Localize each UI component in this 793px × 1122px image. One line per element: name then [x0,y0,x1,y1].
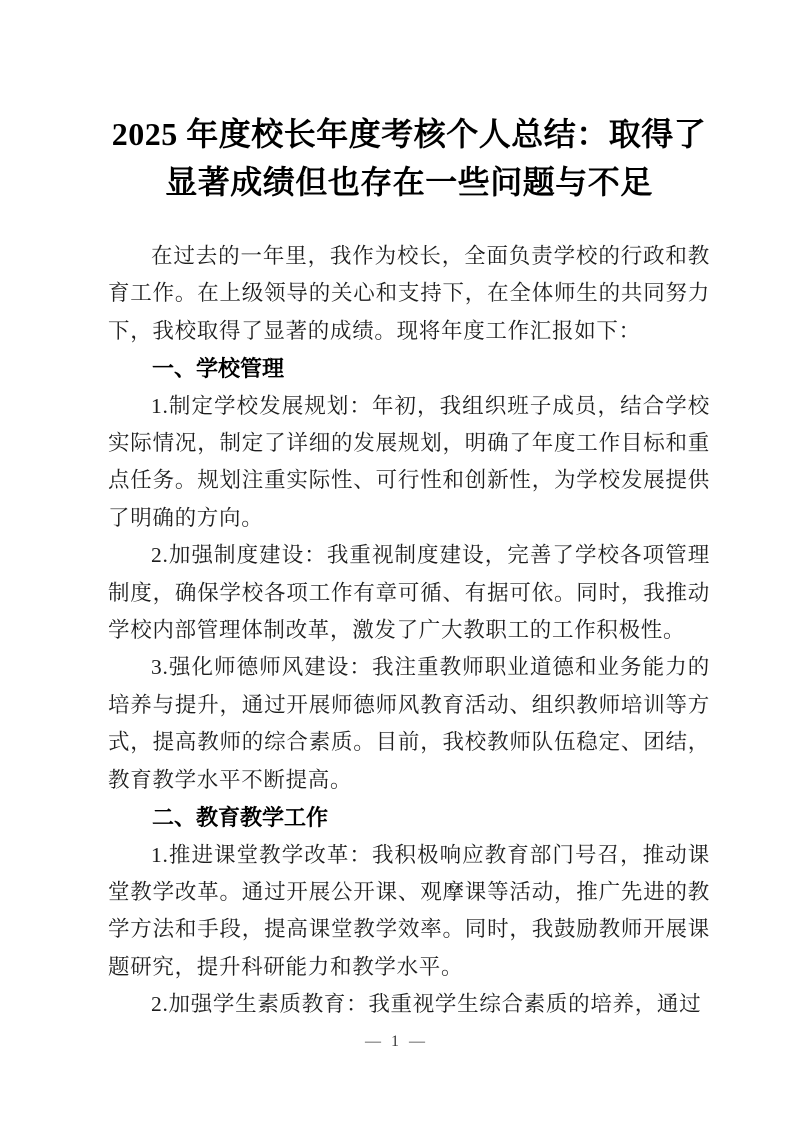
section-heading-school-management: 一、学校管理 [152,356,285,382]
paragraph-student-quality-education: 2.加强学生素质教育：我重视学生综合素质的培养，通过 [151,992,702,1017]
intro-paragraph: 在过去的一年里，我作为校长，全面负责学校的行政和教育工作。在上级领导的关心和支持下，在全体师生的共同努力下，我校取得了显著的成绩。现将年度工作汇报如下： [108,244,710,343]
paragraph-system-building: 2.加强制度建设：我重视制度建设，完善了学校各项管理制度，确保学校各项工作有章可循、有据可依。同时，我推动学校内部管理体制改革，激发了广大教职工的工作积极性。 [108,543,710,643]
paragraph-teacher-ethics: 3.强化师德师风建设：我注重教师职业道德和业务能力的培养与提升，通过开展师德师风教育活动、组织教师培训等方式，提高教师的综合素质。目前，我校教师队伍稳定、团结，教育教学水平不断提高。 [108,655,710,792]
document-title-line-2: 显著成绩但也存在一些问题与不足 [165,164,653,200]
paragraph-classroom-reform: 1.推进课堂教学改革：我积极响应教育部门号召，推动课堂教学改革。通过开展公开课、观摩课等活动，推广先进的教学方法和手段，提高课堂教学效率。同时，我鼓励教师开展课题研究，提升科研能力和教学水平。 [108,842,710,979]
paragraph-school-development-plan: 1.制定学校发展规划：年初，我组织班子成员，结合学校实际情况，制定了详细的发展规划，明确了年度工作目标和重点任务。规划注重实际性、可行性和创新性，为学校发展提供了明确的方向。 [108,393,710,530]
page-number: — 1 — [365,1033,428,1050]
section-heading-education-teaching: 二、教育教学工作 [152,805,329,831]
document-title [108,110,710,206]
document-title-line-1: 2025 年度校长年度考核个人总结：取得了 [111,116,707,152]
document-content [108,0,710,1024]
